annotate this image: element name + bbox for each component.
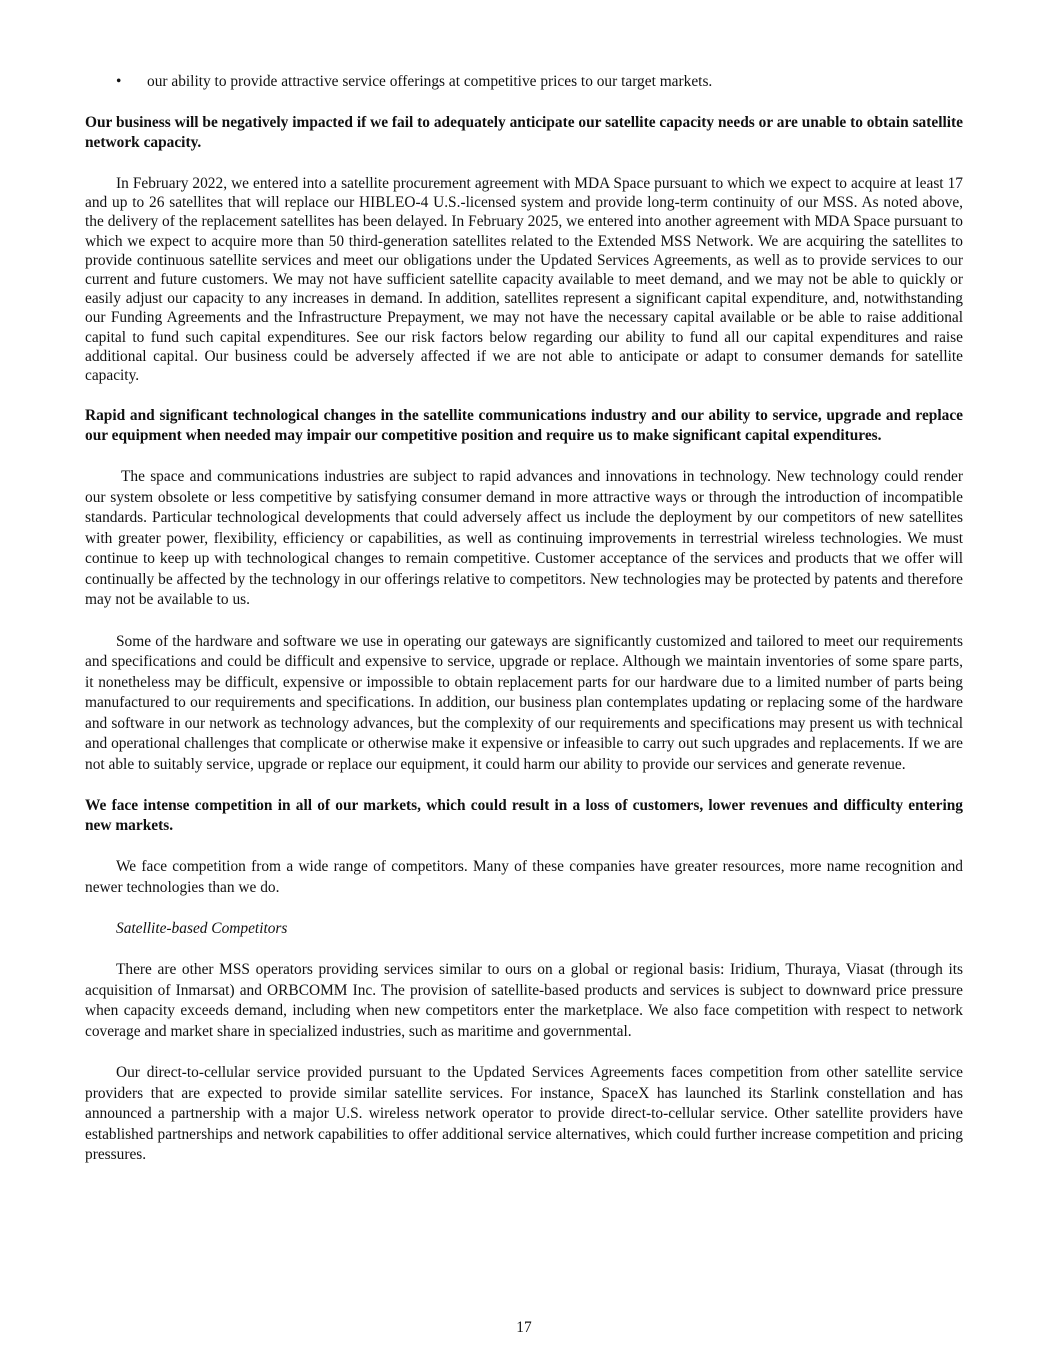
- bullet-icon: •: [116, 73, 122, 90]
- paragraph-hardware-software: Some of the hardware and software we use in operating our gateways are significantly customized and tailored to meet our requirements and specifications and could be difficult and expensive to service, upgrade or replace. Although we maintain inventories of some spare parts, it nonetheless may be difficult, expensive or impossible to obtain replacement parts for our hardware due to a limited number of parts being manufactured to our requirements and specifications. In addition, our business plan contemplates updating or replacing some of the hardware and software in our network as technology advances, but the complexity of our requirements and specifications may present us with technical and operational challenges that complicate or otherwise make it expensive or infeasible to carry out such upgrades and replacements. If we are not able to suitably service, upgrade or replace our equipment, it could harm our ability to provide our services and generate revenue.: [85, 632, 963, 773]
- paragraph-technology-advances: The space and communications industries are subject to rapid advances and innovations in technology. New technology could render our system obsolete or less competitive by satisfying consumer demand in more attractive ways or through the introduction of incompatible standards. Particular technological developments that could adversely affect us include the deployment by our competitors of new satellites with greater power, flexibility, efficiency or capabilities, as well as continuing improvements in terrestrial wireless technologies. We must continue to keep up with technological changes to remain competitive. Customer acceptance of the services and products that we offer will continually be affected by the technology in our offerings relative to competitors. New technologies may be protected by patents and therefore may not be available to us.: [85, 468, 963, 609]
- paragraph-direct-to-cellular: Our direct-to-cellular service provided pursuant to the Updated Services Agreements faces competition from other satellite service providers that are expected to provide similar satellite services. For instance, SpaceX has launched its Starlink constellation and has announced a partnership with a major U.S. wireless network operator to provide direct-to-cellular service. Other satellite providers have established partnerships and network capabilities to offer additional service alternatives, which could further increase competition and pricing pressures.: [85, 1064, 963, 1164]
- document-page: [85, 72, 963, 1187]
- bullet-text: our ability to provide attractive service offerings at competitive prices to our target markets.: [147, 73, 713, 90]
- page-number: 17: [516, 1319, 532, 1336]
- section-heading-competition: We face intense competition in all of our markets, which could result in a loss of customers, lower revenues and difficulty entering new markets.: [85, 797, 963, 835]
- paragraph-competition-intro: We face competition from a wide range of competitors. Many of these companies have greater resources, more name recognition and newer technologies than we do.: [85, 858, 963, 896]
- section-heading-satellite-capacity: Our business will be negatively impacted if we fail to adequately anticipate our satellite capacity needs or are unable to obtain satellite network capacity.: [85, 114, 963, 151]
- paragraph-mss-operators: There are other MSS operators providing services similar to ours on a global or regional basis: Iridium, Thuraya, Viasat (through its acquisition of Inmarsat) and ORBCOMM Inc. The provision of satellite-based products and services is subject to downward price pressure when capacity exceeds demand, including when new competitors enter the marketplace. We also face competition with respect to network coverage and market share in specialized industries, such as maritime and governmental.: [85, 961, 963, 1040]
- bullet-item: [85, 72, 963, 92]
- subheading-satellite-competitors: Satellite-based Competitors: [116, 920, 288, 938]
- paragraph-satellite-procurement: In February 2022, we entered into a satellite procurement agreement with MDA Space pursuant to which we expect to acquire at least 17 and up to 26 satellites that will replace our HIBLEO-4 U.S.-licensed system and provide long-term continuity of our MSS. As noted above, the delivery of the replacement satellites has been delayed. In February 2025, we entered into another agreement with MDA Space pursuant to which we expect to acquire more than 50 third-generation satellites related to the Extended MSS Network. We are acquiring the satellites to provide continuous satellite services and meet our obligations under the Updated Services Agreements, as well as to provide services to our current and future customers. We may not have sufficient satellite capacity available to meet demand, and we may not be able to quickly or easily adjust our capacity to any increases in demand. In addition, satellites represent a significant capital expenditure, and, notwithstanding our Funding Agreements and the Infrastructure Prepayment, we may not have the necessary capital available or be able to raise additional capital to fund such capital expenditures. See our risk factors below regarding our ability to fund all our capital expenditures and raise additional capital. Our business could be adversely affected if we are not able to anticipate or adapt to consumer demands for satellite capacity.: [85, 175, 963, 385]
- section-heading-technological-changes: Rapid and significant technological changes in the satellite communications industry and our ability to service, upgrade and replace our equipment when needed may impair our competitive position and require us to make significant capital expenditures.: [85, 407, 963, 445]
